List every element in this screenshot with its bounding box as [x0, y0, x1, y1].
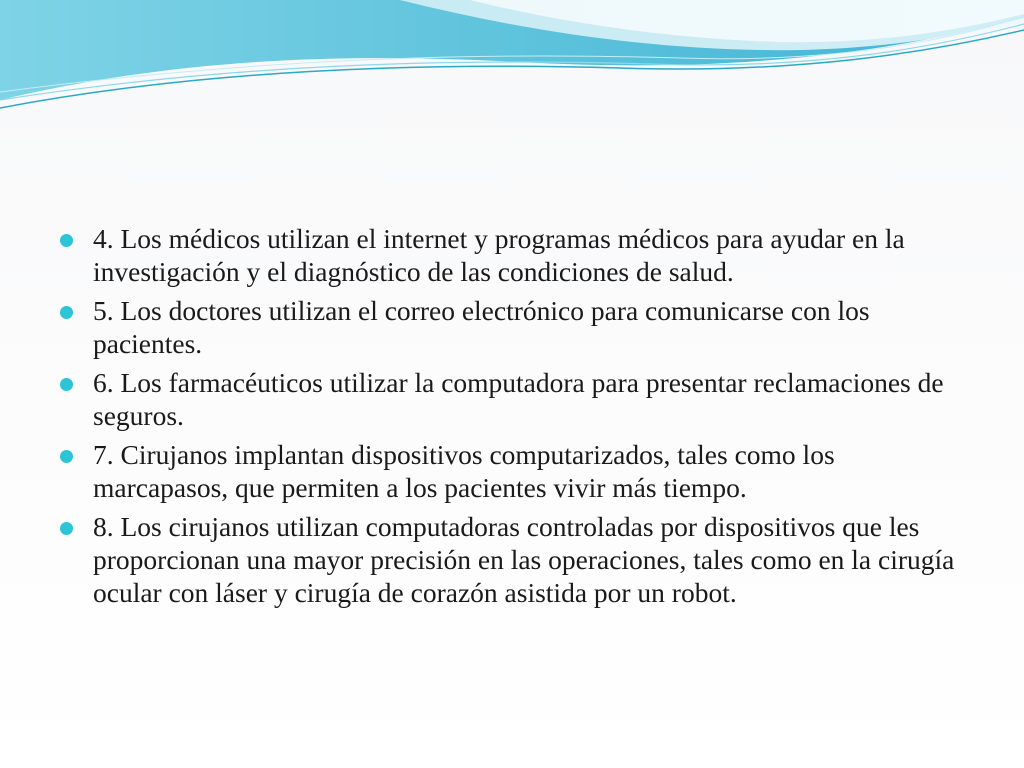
- bullet-text: 8. Los cirujanos utilizan computadoras controladas por dispositivos que les proporcionan una mayor precisión en las operaciones, tales como en la cirugía ocular con láser y cirugía de corazón asistida por un robot.: [93, 511, 955, 608]
- bullet-dot-icon: [60, 306, 73, 319]
- bullet-text: 4. Los médicos utilizan el internet y programas médicos para ayudar en la investigación y el diagnóstico de las condiciones de salud.: [93, 223, 905, 287]
- bullet-item: [60, 510, 970, 609]
- slide-content: [60, 222, 970, 615]
- bullet-item: [60, 222, 970, 288]
- bullet-text: 7. Cirujanos implantan dispositivos computarizados, tales como los marcapasos, que permiten a los pacientes vivir más tiempo.: [93, 439, 835, 503]
- bullet-list: [60, 222, 970, 609]
- bullet-text: 5. Los doctores utilizan el correo electrónico para comunicarse con los pacientes.: [93, 295, 870, 359]
- bullet-dot-icon: [60, 234, 73, 247]
- bullet-text: 6. Los farmacéuticos utilizar la computadora para presentar reclamaciones de seguros.: [93, 367, 944, 431]
- bullet-dot-icon: [60, 450, 73, 463]
- bullet-dot-icon: [60, 378, 73, 391]
- decorative-wave-header: [0, 0, 1024, 130]
- bullet-dot-icon: [60, 522, 73, 535]
- bullet-item: [60, 438, 970, 504]
- bullet-item: [60, 366, 970, 432]
- bullet-item: [60, 294, 970, 360]
